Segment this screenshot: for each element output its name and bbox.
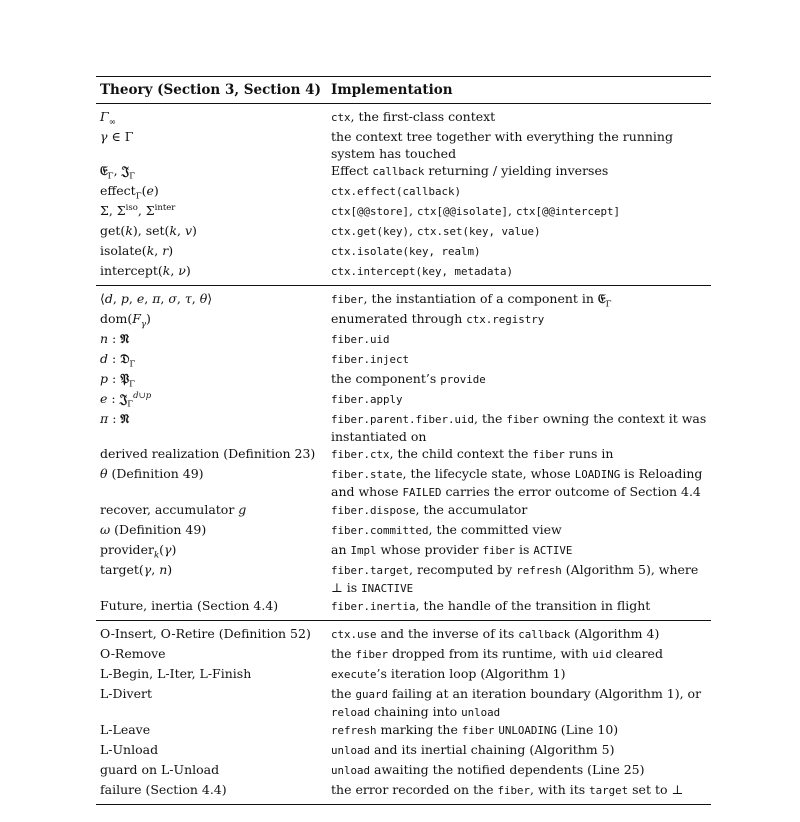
table-row	[96, 330, 711, 350]
implementation-cell: ctx.intercept(key, metadata)	[331, 265, 514, 278]
implementation-cell: refresh marking the fiber UNLOADING (Line 10)	[331, 722, 619, 737]
implementation-cell: the fiber dropped from its runtime, with uid cleared	[331, 646, 663, 661]
theory-cell: O-Remove	[100, 646, 166, 661]
implementation-cell: fiber.state, the lifecycle state, whose LOADING is Reloading and whose FAILED carries the error outcome of Section 4.4	[331, 466, 703, 499]
theory-cell: $dom(F_\gamma)$	[100, 311, 151, 330]
implementation-cell: fiber.apply	[331, 393, 403, 406]
table-row	[96, 390, 711, 410]
theory-cell: guard on L-Unload	[100, 762, 220, 777]
table-row	[96, 162, 711, 182]
implementation-cell: fiber.dispose, the accumulator	[331, 502, 528, 517]
table-row	[96, 541, 711, 561]
implementation-cell: the component’s provide	[331, 371, 486, 386]
theory-cell: 𝔈$_\Gamma$, 𝔍$_\Gamma$	[100, 163, 136, 182]
theory-cell: ω (Definition 49)	[100, 522, 207, 537]
implementation-cell: execute’s iteration loop (Algorithm 1)	[331, 666, 566, 681]
theory-cell: L-Leave	[100, 722, 151, 737]
implementation-cell: ctx.isolate(key, realm)	[331, 245, 481, 258]
implementation-cell: unload and its inertial chaining (Algorithm 5)	[331, 742, 615, 757]
implementation-cell: fiber.ctx, the child context the fiber runs in	[331, 446, 614, 461]
table-row	[96, 685, 711, 721]
theory-cell: provider$_k$(γ)	[100, 542, 177, 561]
implementation-cell: ctx.use and the inverse of its callback (Algorithm 4)	[331, 626, 660, 641]
table-row	[96, 465, 711, 501]
table-header	[96, 77, 711, 103]
implementation-cell: Effect callback returning / yielding inverses	[331, 163, 609, 178]
table-row	[96, 128, 711, 162]
table-row	[96, 445, 711, 465]
implementation-cell: enumerated through ctx.registry	[331, 311, 545, 326]
theory-cell: L-Unload	[100, 742, 159, 757]
table-row	[96, 182, 711, 202]
theory-cell: get(k), set(k, v)	[100, 223, 197, 238]
implementation-cell: fiber.parent.fiber.uid, the fiber owning the context it was instantiated on	[331, 411, 707, 444]
theory-cell: n : 𝔑	[100, 331, 130, 346]
theory-cell: ⟨d, p, e, π, σ, τ, θ⟩	[100, 291, 213, 306]
theory-cell: θ (Definition 49)	[100, 466, 204, 481]
implementation-cell: fiber.committed, the committed view	[331, 522, 562, 537]
implementation-cell: the error recorded on the fiber, with its target set to ⊥	[331, 782, 684, 797]
implementation-cell: ctx.effect(callback)	[331, 185, 462, 198]
theory-cell: γ ∈ Γ	[100, 129, 134, 144]
table-row	[96, 108, 711, 128]
table-row	[96, 625, 711, 645]
theory-cell: isolate(k, r)	[100, 243, 174, 258]
implementation-cell: ctx.get(key), ctx.set(key, value)	[331, 223, 541, 238]
table-body	[96, 103, 711, 804]
table-row	[96, 242, 711, 262]
implementation-cell: ctx[@@store], ctx[@@isolate], ctx[@@intercept]	[331, 203, 620, 218]
row-group-2	[96, 285, 711, 620]
implementation-cell: the guard failing at an iteration boundary (Algorithm 1), or reload chaining into unload	[331, 686, 702, 719]
implementation-cell: fiber.uid	[331, 333, 390, 346]
theory-cell: effect$_\Gamma$(e)	[100, 183, 159, 202]
implementation-cell: an Impl whose provider fiber is ACTIVE	[331, 542, 573, 557]
table-row	[96, 350, 711, 370]
table-row	[96, 741, 711, 761]
implementation-cell: fiber.target, recomputed by refresh (Algorithm 5), where ⊥ is INACTIVE	[331, 562, 699, 595]
theory-cell: $\Gamma_\infty$	[100, 109, 116, 128]
theory-cell: target(γ, n)	[100, 562, 173, 577]
theory-cell: intercept(k, ν)	[100, 263, 191, 278]
theory-cell: Σ, $\Sigma^{iso}$, $\Sigma^{inter}$	[100, 202, 176, 218]
header-theory: Theory (Section 3, Section 4)	[100, 82, 321, 98]
theory-cell: L-Begin, L-Iter, L-Finish	[100, 666, 252, 681]
table-row	[96, 262, 711, 282]
theory-cell: d : 𝔇$_\Gamma$	[100, 351, 136, 370]
table-row	[96, 665, 711, 685]
table-row	[96, 561, 711, 597]
implementation-cell: fiber, the instantiation of a component in 𝔈$_\Gamma$	[331, 291, 612, 310]
theory-cell: recover, accumulator g	[100, 502, 247, 517]
implementation-cell: the context tree together with everything the running system has touched	[331, 129, 673, 161]
theory-cell: e : 𝔍$_\Gamma^{d\cup p}$	[100, 390, 152, 410]
theory-cell: failure (Section 4.4)	[100, 782, 227, 797]
correspondence-table	[96, 76, 711, 805]
implementation-cell: fiber.inject	[331, 353, 410, 366]
table-row	[96, 222, 711, 242]
table-row	[96, 501, 711, 521]
theory-cell: L-Divert	[100, 686, 153, 701]
row-group-1	[96, 103, 711, 285]
implementation-cell: fiber.inertia, the handle of the transition in flight	[331, 598, 651, 613]
theory-cell: p : 𝔓$_\Gamma$	[100, 371, 135, 390]
table-row	[96, 645, 711, 665]
table-row	[96, 370, 711, 390]
table-row	[96, 597, 711, 617]
table-row	[96, 721, 711, 741]
table-row	[96, 410, 711, 445]
row-group-3	[96, 620, 711, 804]
table-row	[96, 202, 711, 222]
theory-cell: O-Insert, O-Retire (Definition 52)	[100, 626, 311, 641]
implementation-cell: ctx, the first-class context	[331, 109, 496, 124]
table-row	[96, 781, 711, 801]
implementation-cell: unload awaiting the notified dependents (Line 25)	[331, 762, 645, 777]
table-row	[96, 310, 711, 330]
table-row	[96, 761, 711, 781]
header-implementation: Implementation	[331, 82, 453, 98]
theory-cell: Future, inertia (Section 4.4)	[100, 598, 279, 613]
table-row	[96, 290, 711, 310]
table-row	[96, 521, 711, 541]
theory-cell: derived realization (Definition 23)	[100, 446, 316, 461]
theory-cell: π : 𝔑	[100, 411, 130, 426]
